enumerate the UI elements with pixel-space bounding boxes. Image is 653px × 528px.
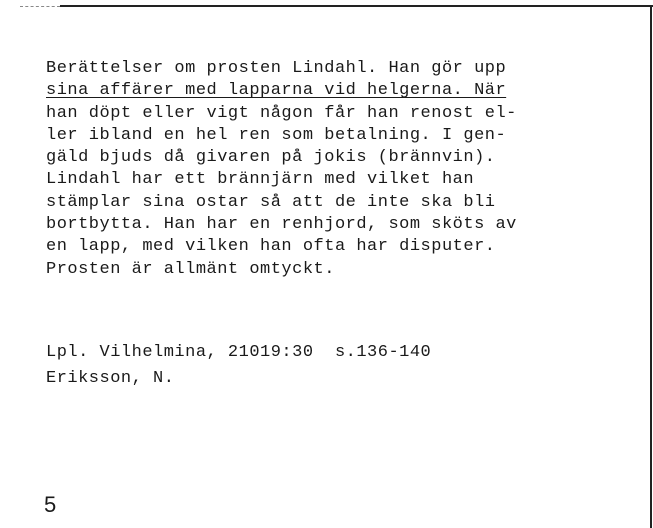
text-line-8: bortbytta. Han har en renhjord, som sköts av	[46, 215, 517, 235]
archive-reference: Lpl. Vilhelmina, 21019:30 s.136-140	[46, 343, 432, 362]
card-top-edge	[60, 5, 653, 7]
text-line-3: han döpt eller vigt någon får han renost el-	[46, 103, 517, 123]
text-line-7: stämplar sina ostar så att de inte ska bli	[46, 192, 496, 212]
card-right-edge	[650, 5, 652, 528]
page-number: 5	[44, 492, 57, 517]
card-top-edge-faint	[20, 6, 60, 7]
text-line-6: Lindahl har ett brännjärn med vilket han	[46, 170, 475, 190]
text-line-9: en lapp, med vilken han ofta har disputer.	[46, 237, 496, 257]
text-line-5: gäld bjuds då givaren på jokis (brännvin).	[46, 148, 496, 168]
reference-block	[46, 340, 431, 392]
text-line-1: Berättelser om prosten Lindahl. Han gör upp	[46, 59, 507, 78]
text-line-2: sina affärer med lapparna vid helgerna. När	[46, 81, 507, 101]
author-name: Eriksson, N.	[46, 369, 175, 388]
card-body-text	[46, 58, 606, 281]
text-line-4: ler ibland en hel ren som betalning. I gen-	[46, 125, 507, 145]
text-line-10: Prosten är allmänt omtyckt.	[46, 259, 335, 279]
